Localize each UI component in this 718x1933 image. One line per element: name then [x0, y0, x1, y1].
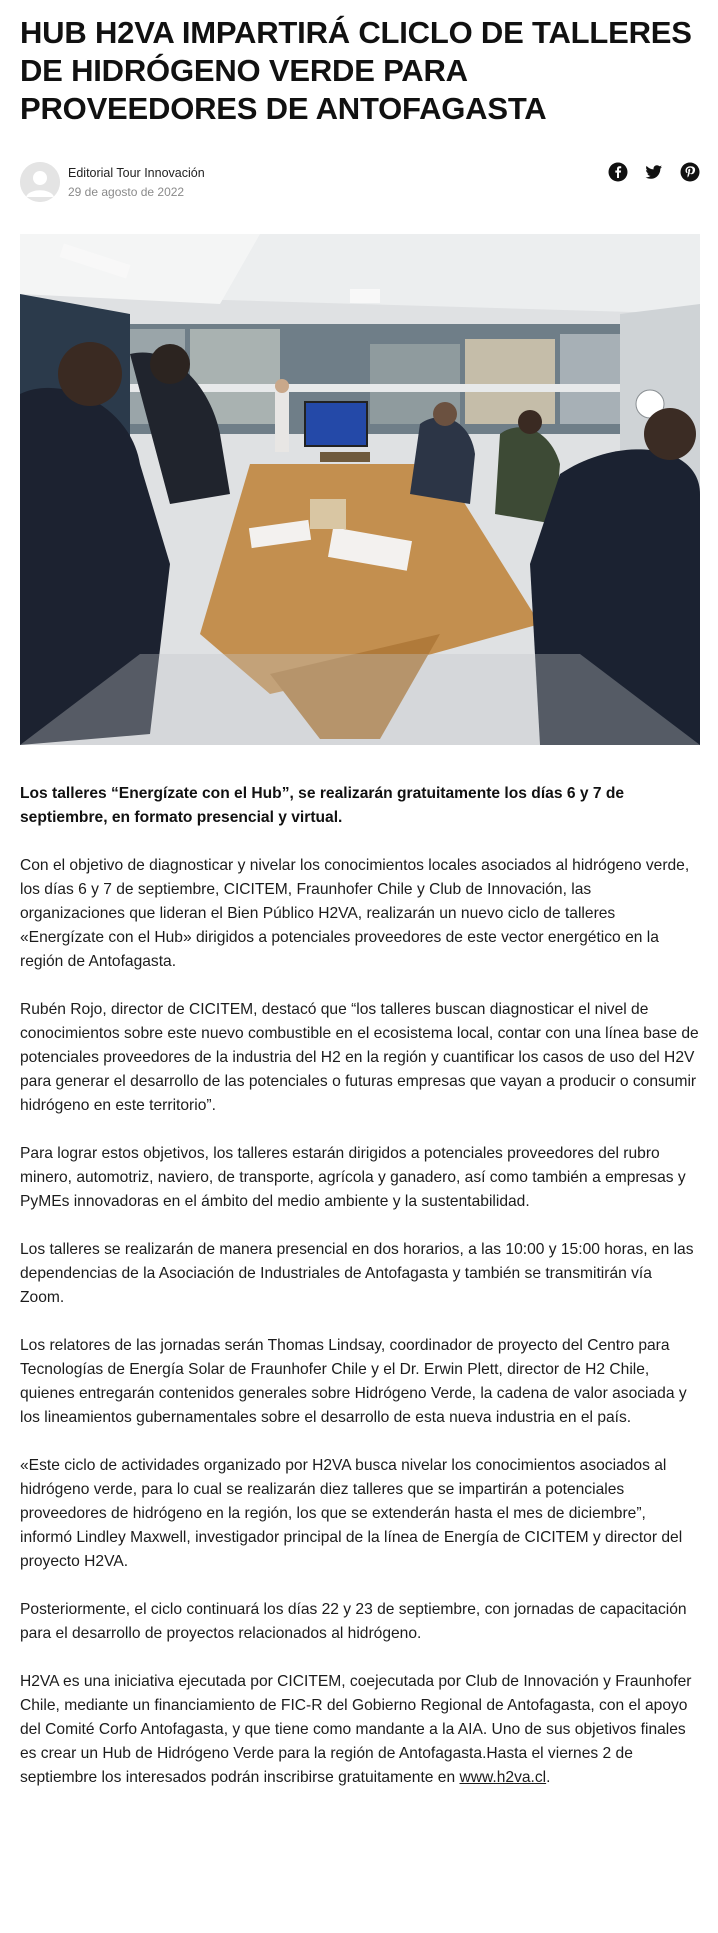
h2va-link[interactable]: www.h2va.cl	[459, 1769, 547, 1786]
pinterest-icon[interactable]	[680, 162, 700, 182]
final-paragraph	[20, 1670, 700, 1790]
facebook-icon[interactable]	[608, 162, 628, 182]
article-meta	[20, 160, 700, 204]
paragraph: Con el objetivo de diagnosticar y nivelar los conocimientos locales asociados al hidrógeno verde, los días 6 y 7 de septiembre, CICITEM, Fraunhofer Chile y Club de Innovación, las organizaciones que lideran el Bien Público H2VA, realizarán un nuevo ciclo de talleres «Energízate con el Hub» dirigidos a potenciales proveedores de este vector energético en la región de Antofagasta.	[20, 857, 690, 970]
paragraph: Rubén Rojo, director de CICITEM, destacó que “los talleres buscan diagnosticar el nivel de conocimientos sobre este nuevo combustible en el ecosistema local, contar con una línea base de potenciales proveedores de la industria del H2 en la región y cuantificar los casos de uso del H2V para generar el desarrollo de las potenciales o futuras empresas que vayan a producir o consumir hidrógeno en este territorio”.	[20, 1001, 699, 1114]
workshop-photo	[20, 234, 700, 745]
paragraph: Los relatores de las jornadas serán Thomas Lindsay, coordinador de proyecto del Centro para Tecnologías de Energía Solar de Fraunhofer Chile y el Dr. Erwin Plett, director de H2 Chile, quienes entregarán contenidos generales sobre Hidrógeno Verde, la cadena de valor asociada y los lineamientos gubernamentales sobre el desarrollo de esta nueva industria en el país.	[20, 1337, 687, 1426]
article-title: HUB H2VA IMPARTIRÁ CLICLO DE TALLERES DE HIDRÓGENO VERDE PARA PROVEEDORES DE ANTOFAGASTA	[20, 15, 692, 126]
share-buttons	[608, 162, 700, 182]
featured-image	[20, 234, 700, 745]
article-lead: Los talleres “Energízate con el Hub”, se realizarán gratuitamente los días 6 y 7 de septiembre, en formato presencial y virtual.	[20, 785, 625, 826]
paragraph: Los talleres se realizarán de manera presencial en dos horarios, a las 10:00 y 15:00 horas, en las dependencias de la Asociación de Industriales de Antofagasta y también se transmitirán vía Zoom.	[20, 1241, 694, 1306]
paragraph: «Este ciclo de actividades organizado por H2VA busca nivelar los conocimientos asociados al hidrógeno verde, para lo cual se realizarán diez talleres que se impartirán a potenciales proveedores de hidrógeno en la región, los que se extenderán hasta el mes de diciembre”, informó Lindley Maxwell, investigador principal de la línea de Energía de CICITEM y director del proyecto H2VA.	[20, 1457, 683, 1570]
article	[20, 0, 700, 1786]
author-name[interactable]: Editorial Tour Innovación	[68, 166, 205, 180]
final-paragraph-text: H2VA es una iniciativa ejecutada por CICITEM, coejecutada por Club de Innovación y Fraunhofer Chile, mediante un financiamiento de FIC-R del Gobierno Regional de Antofagasta, con el apoyo del Comité Corfo Antofagasta, y que tiene como mandante a la AIA. Uno de sus objetivos finales es crear un Hub de Hidrógeno Verde para la región de Antofagasta.Hasta el viernes 2 de septiembre los interesados podrán inscribirse gratuitamente en	[20, 1673, 692, 1786]
paragraph: Para lograr estos objetivos, los talleres estarán dirigidos a potenciales proveedores del rubro minero, automotriz, naviero, de transporte, agrícola y ganadero, así como también a empresas y PyMEs innovadoras en el ámbito del medio ambiente y la sustentabilidad.	[20, 1145, 686, 1210]
article-body	[20, 782, 700, 1814]
paragraph: Posteriormente, el ciclo continuará los días 22 y 23 de septiembre, con jornadas de capacitación para el desarrollo de proyectos relacionados al hidrógeno.	[20, 1601, 687, 1642]
publish-date: 29 de agosto de 2022	[68, 185, 185, 199]
final-paragraph-suffix: .	[546, 1769, 551, 1786]
twitter-icon[interactable]	[644, 162, 664, 182]
avatar	[20, 162, 60, 202]
